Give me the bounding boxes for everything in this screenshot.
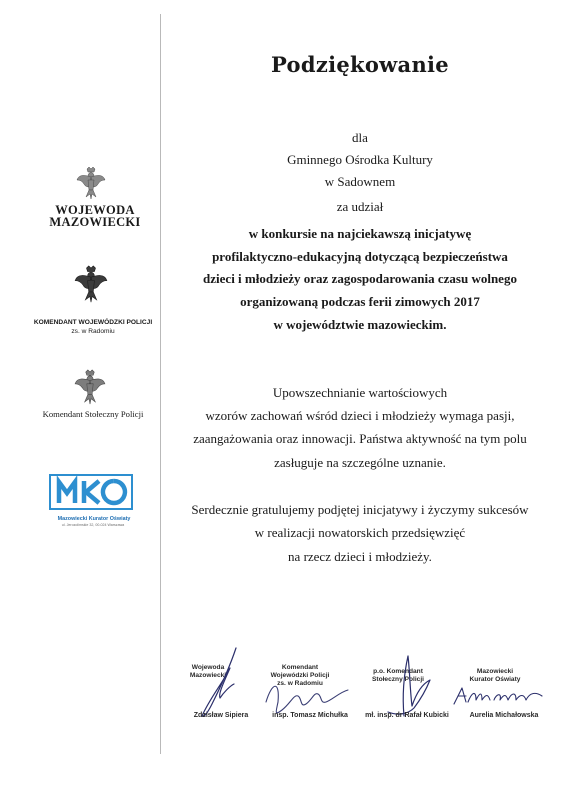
eagle-emblem-icon bbox=[74, 264, 108, 304]
signature-name: insp. Tomasz Michułka bbox=[272, 712, 348, 719]
paragraph1-line: zaangażowania oraz innowacji. Państwa aktywność na tym polu bbox=[193, 431, 527, 446]
paragraph1-line: wzorów zachowań wśród dzieci i młodzieży wymaga pasji, bbox=[205, 408, 515, 423]
kwp-title bbox=[22, 318, 164, 336]
signature-role-line: Wojewódzki Policji bbox=[270, 672, 330, 679]
signature-role-line: zs. w Radomiu bbox=[277, 680, 323, 687]
signature-role-line: Komendant bbox=[281, 664, 319, 671]
paragraph1-line: zasługuje na szczególne uznanie. bbox=[274, 455, 446, 470]
mko-logo-icon bbox=[49, 474, 133, 510]
kwp-line-2: zs. w Radomiu bbox=[71, 328, 115, 335]
ksp-title: Komendant Stołeczny Policji bbox=[42, 409, 144, 419]
signature-name: mł. insp. dr Rafał Kubicki bbox=[365, 712, 449, 719]
reason-line: w województwie mazowieckim. bbox=[273, 317, 447, 332]
recipient-place: w Sadownem bbox=[324, 174, 396, 189]
eagle-emblem-icon bbox=[74, 368, 106, 406]
signature-role-line: Kurator Oświaty bbox=[469, 676, 521, 683]
signature-role-line: p.o. Komendant bbox=[373, 668, 423, 675]
signature-name: Aurelia Michałowska bbox=[469, 712, 539, 719]
reason-line: organizowaną podczas ferii zimowych 2017 bbox=[240, 294, 480, 309]
signature-role-line: Wojewoda bbox=[191, 664, 225, 671]
mko-subcaption: ul. Jerozolimskie 32, 00-024 Warszawa bbox=[61, 523, 125, 527]
signature-role-line: Stołeczny Policji bbox=[371, 676, 425, 683]
mko-caption: Mazowiecki Kurator Oświaty bbox=[57, 516, 131, 522]
handwritten-signature-icon bbox=[190, 646, 260, 720]
signature-role bbox=[450, 668, 540, 684]
handwritten-signature-icon bbox=[450, 684, 546, 710]
page-title: Podziękowanie bbox=[271, 52, 449, 77]
wojewoda-title bbox=[30, 204, 160, 228]
kwp-line-1: KOMENDANT WOJEWÓDZKI POLICJI bbox=[33, 319, 153, 326]
signature-role-line: Mazowiecki bbox=[476, 668, 514, 675]
signature-role-line: Mazowiecki bbox=[189, 672, 227, 679]
signature-name: Zdzisław Sipiera bbox=[193, 712, 249, 719]
recipient-for: dla bbox=[352, 130, 368, 145]
vertical-divider bbox=[160, 14, 161, 754]
reason-line: za udział bbox=[336, 199, 384, 214]
paragraph1-line: Upowszechnianie wartościowych bbox=[272, 385, 448, 400]
paragraph2-line: w realizacji nowatorskich przedsięwzięć bbox=[254, 525, 466, 540]
recipient-name: Gminnego Ośrodka Kultury bbox=[287, 152, 433, 167]
reason-line: w konkursie na najciekawszą inicjatywę bbox=[248, 226, 472, 241]
reason-line: dzieci i młodzieży oraz zagospodarowania czasu wolnego bbox=[203, 271, 517, 286]
eagle-emblem-icon bbox=[76, 166, 106, 200]
wojewoda-line-2: MAZOWIECKI bbox=[49, 215, 141, 229]
paragraph2-line: na rzecz dzieci i młodzieży. bbox=[288, 549, 432, 564]
wojewoda-line-1: WOJEWODA bbox=[55, 203, 135, 217]
sidebar bbox=[0, 0, 160, 795]
mko-logo-mark bbox=[51, 476, 131, 508]
reason-line: profilaktyczno-edukacyjną dotyczącą bezpieczeństwa bbox=[212, 249, 508, 264]
paragraph2-line: Serdecznie gratulujemy podjętej inicjatywy i życzymy sukcesów bbox=[191, 502, 529, 517]
